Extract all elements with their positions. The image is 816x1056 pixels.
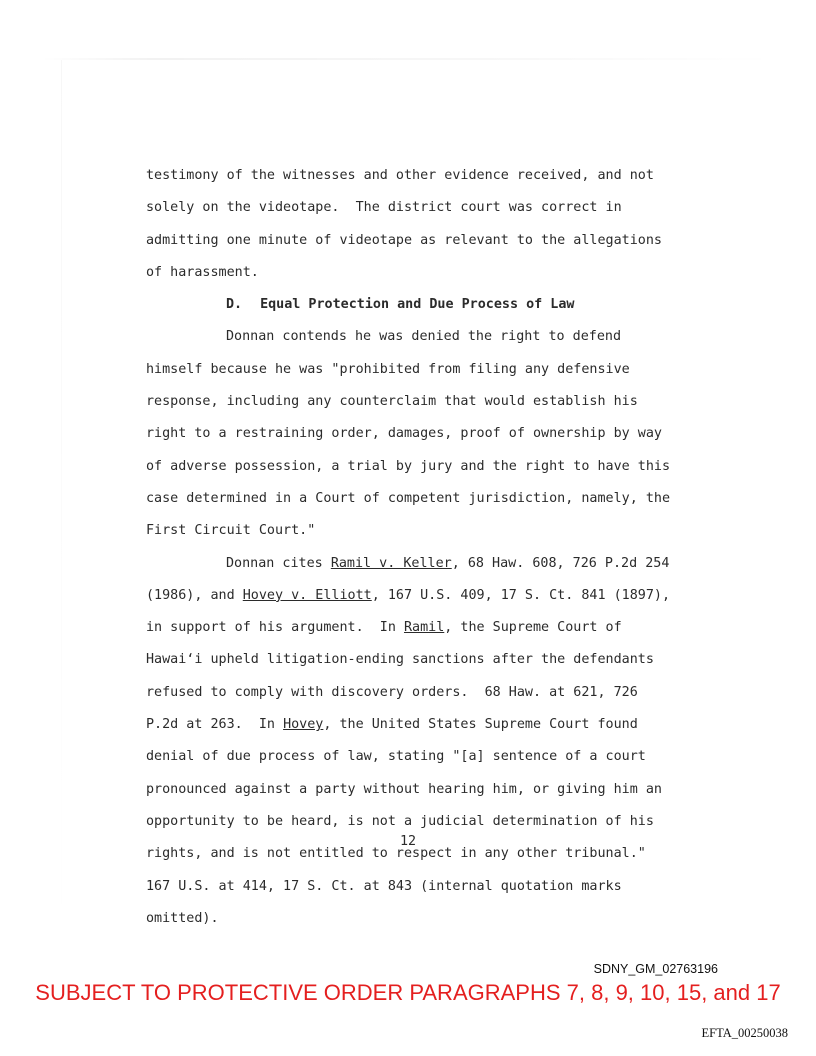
text-run: Donnan cites [226,555,331,571]
body-line: testimony of the witnesses and other evidence received, and not [146,168,654,183]
paragraph-line: Hawai‘i upheld litigation-ending sanctions after the defendants [146,652,654,668]
body-line: of harassment. [146,264,259,280]
paragraph-line [146,709,666,741]
paragraph-line: right to a restraining order, damages, proof of ownership by way [146,426,662,442]
case-citation: Hovey [283,717,324,733]
efta-number: EFTA_00250038 [701,1026,788,1040]
text-run: P.2d at 263. In [146,717,284,733]
text-run: in support of his argument. In [146,620,404,636]
paragraph-line: refused to comply with discovery orders. 68 Haw. at 621, 726 [146,684,638,700]
section-letter: D. [226,297,243,313]
paragraph-line: First Circuit Court." [146,523,316,539]
section-title: Equal Protection and Due Process of Law [260,297,575,313]
case-citation: Ramil v. Keller [330,555,452,571]
text-run: (1986), and [146,587,243,603]
section-heading [146,289,666,321]
paragraph-line: himself because he was "prohibited from filing any defensive [146,361,630,377]
paragraph-line [146,548,670,580]
paragraph-line: case determined in a Court of competent jurisdiction, namely, the [146,490,671,506]
text-run: , the Supreme Court of [444,620,622,636]
case-citation: Hovey v. Elliott [242,587,372,603]
paragraph-line: rights, and is not entitled to respect in any other tribunal." [146,846,646,862]
page-number: 12 [399,834,417,849]
paragraph-line: omitted). [146,910,219,926]
text-run: , 167 U.S. 409, 17 S. Ct. 841 (1897), [371,587,671,603]
paragraph-line: Donnan contends he was denied the right to defend [226,329,622,345]
scan-edge-left [61,60,62,960]
paragraph-line [146,580,671,612]
body-line: solely on the videotape. The district court was correct in [146,200,622,216]
document-page [146,160,671,935]
body-line: admitting one minute of videotape as relevant to the allegations [146,232,662,248]
text-run: , 68 Haw. 608, 726 P.2d 254 [451,555,670,571]
case-citation: Ramil [403,620,445,636]
paragraph-line: pronounced against a party without hearing him, or giving him an [146,781,662,797]
paragraph-line: of adverse possession, a trial by jury and the right to have this [146,458,671,474]
paragraph-line [146,612,666,644]
text-run: , the United States Supreme Court found [323,717,638,733]
paragraph-line: response, including any counterclaim that would establish his [146,394,638,410]
bates-number: SDNY_GM_02763196 [593,962,718,976]
paragraph-line: opportunity to be heard, is not a judicial determination of his [146,813,654,829]
paragraph-line: denial of due process of law, stating "[a] sentence of a court [146,749,646,765]
protective-order-notice: SUBJECT TO PROTECTIVE ORDER PARAGRAPHS 7, 8, 9, 10, 15, and 17 [35,980,781,1005]
scan-edge-top [40,58,780,60]
paragraph-line: 167 U.S. at 414, 17 S. Ct. at 843 (internal quotation marks [146,878,622,894]
